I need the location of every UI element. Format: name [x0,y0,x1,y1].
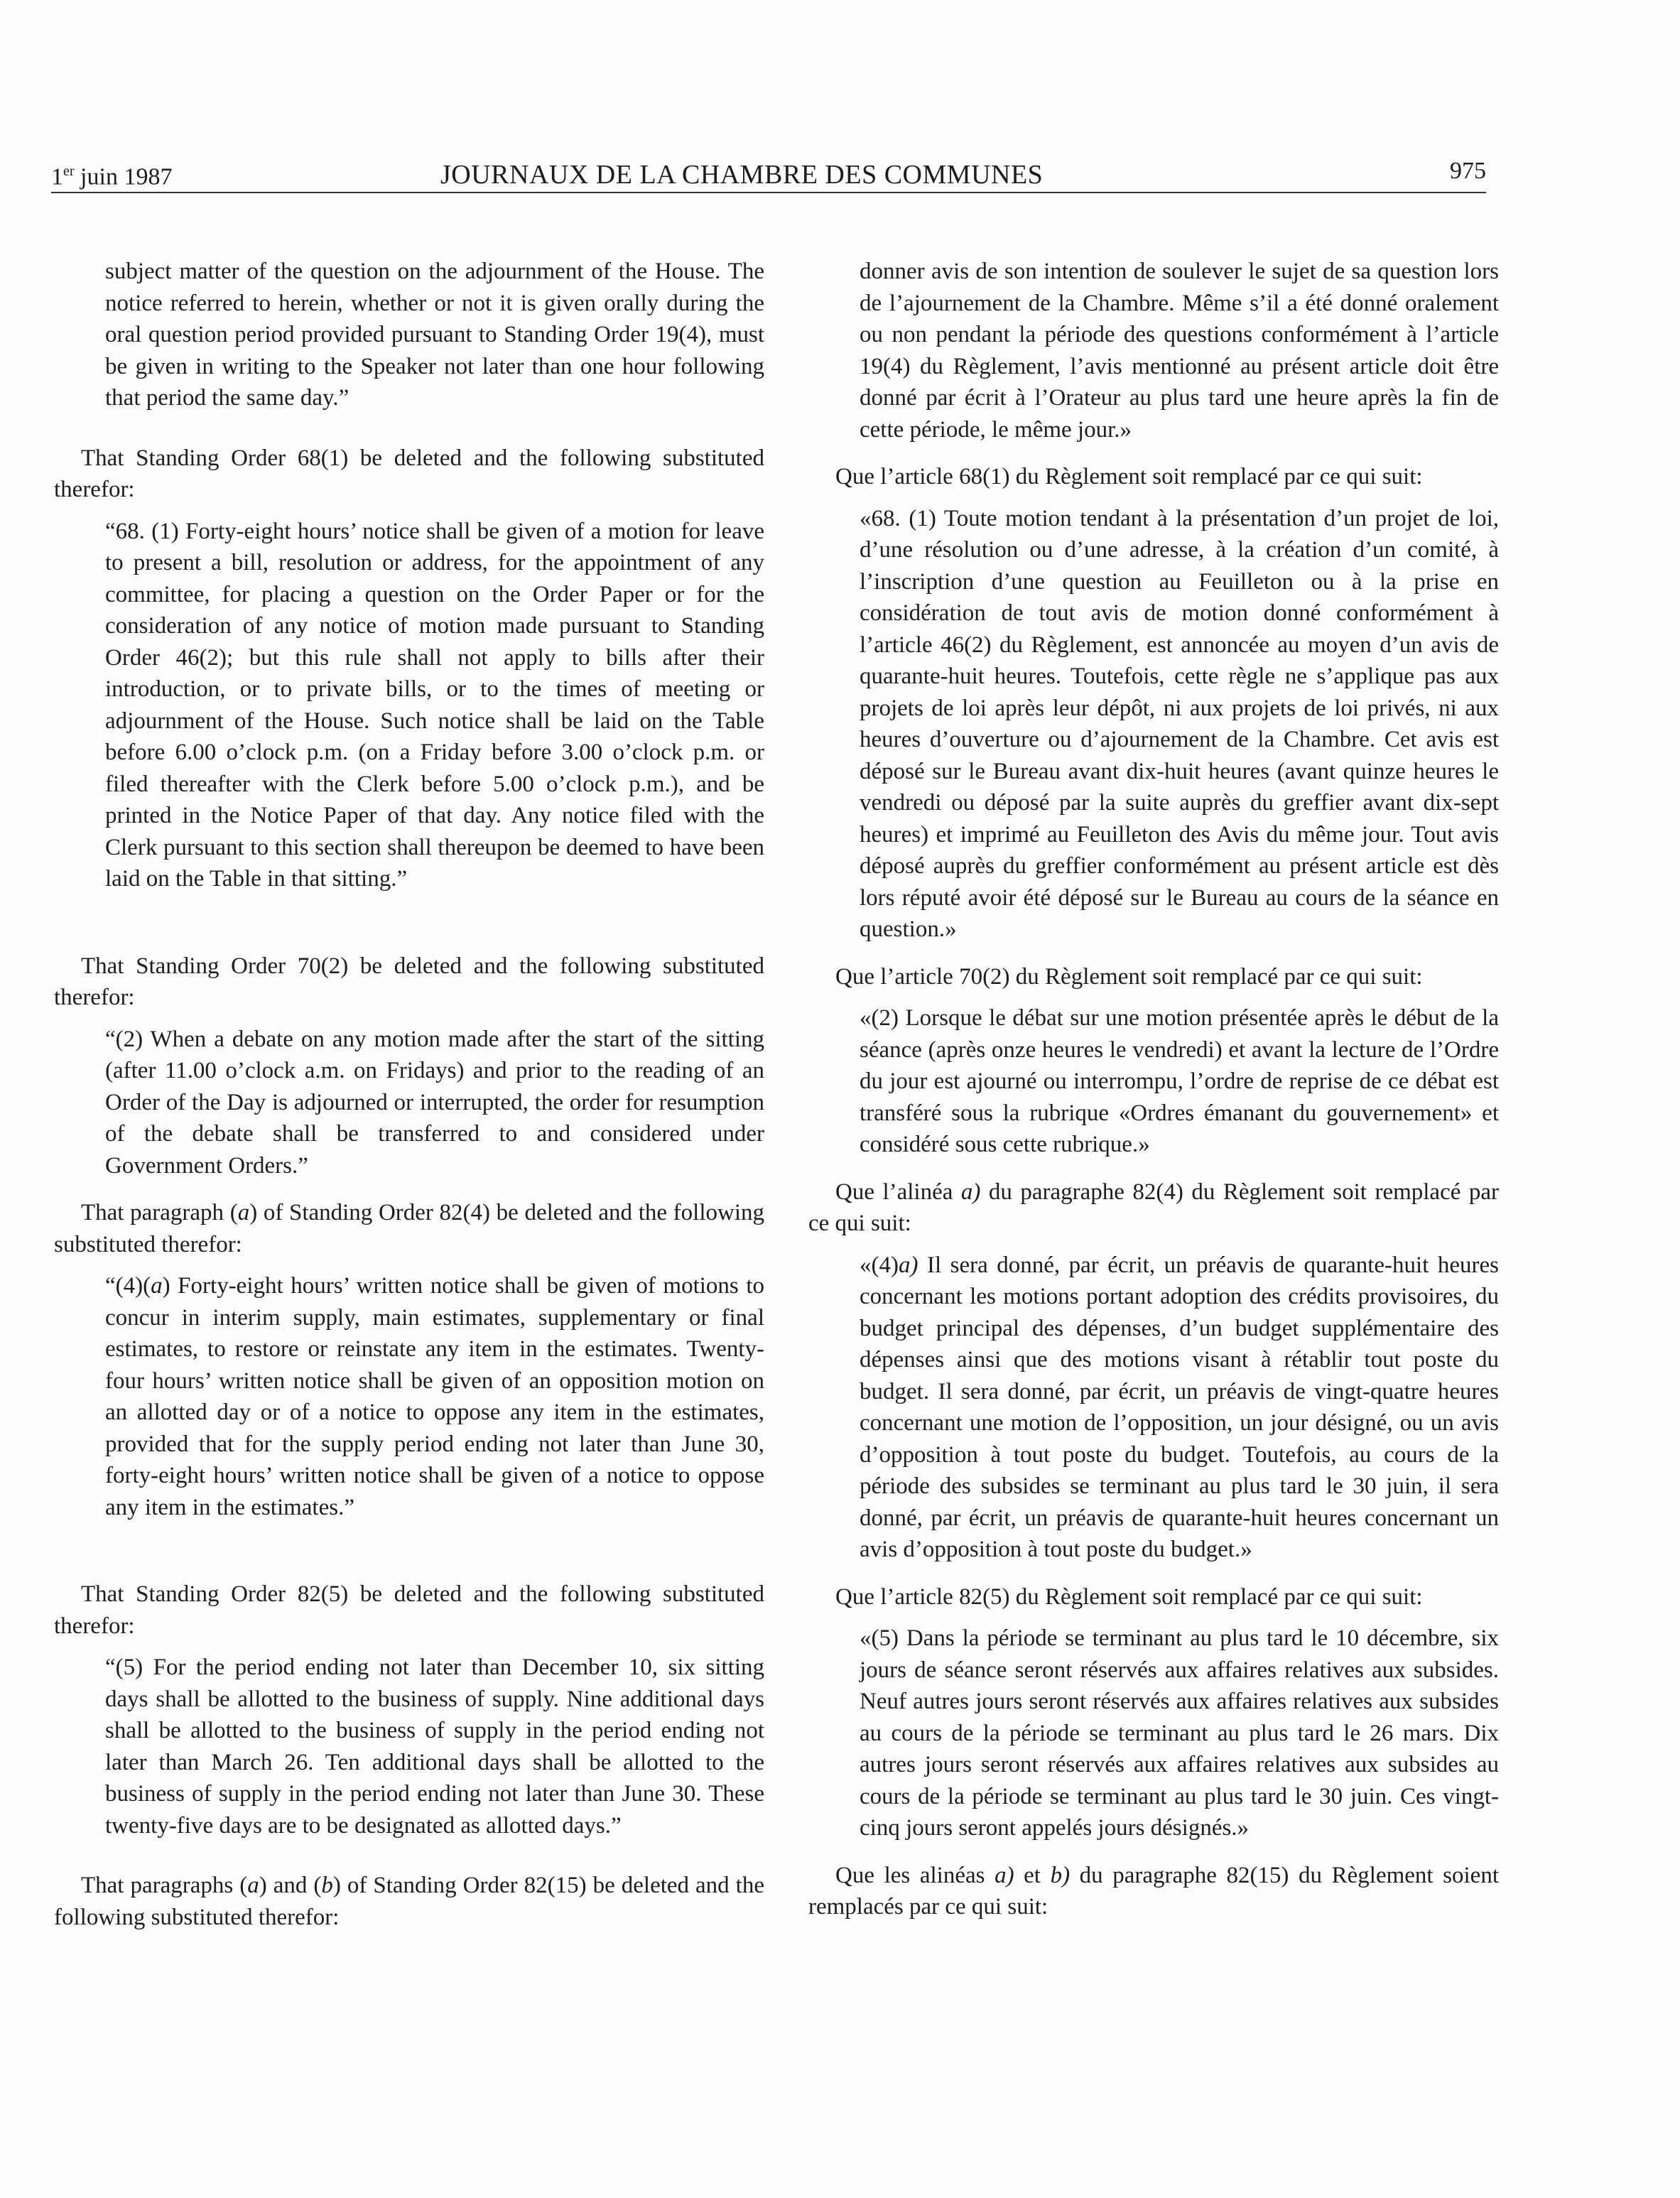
right-quote-82-5: «(5) Dans la période se terminant au plus tard le 10 décembre, six jours de séance seront réservés aux affaires relatives aux subsides. Neuf autres jours seront réservés aux affaires relatives aux subsides au cours de la période se terminant au plus tard le 26 mars. Dix autres jours seront réservés aux affaires relatives aux subsides au cours de la période se terminant au plus tard le 30 juin. Ces vingt-cinq jours seront appelés jours désignés.» [860,1625,1499,1841]
left-quote-70-2: “(2) When a debate on any motion made after the start of the sitting (after 11.00 o’clock a.m. on Fridays) and prior to the reading of an Order of the Day is adjourned or interrupted, the order for resumption of the debate shall be transferred to and considered under Government Orders.” [105,1026,764,1179]
left-quote-82-5: “(5) For the period ending not later than December 10, six sitting days shall be allotted to the business of supply. Nine additional days shall be allotted to the business of supply in the period ending not later than March 26. Ten additional days shall be allotted to the business of supply in the period ending not later than June 30. These twenty-five days are to be designated as allotted days.” [105,1655,764,1839]
header-date-superscript: er [63,163,75,179]
left-motion-82-4: That paragraph (a) of Standing Order 82(4) be deleted and the following substituted therefor: [54,1200,764,1257]
french-column [808,256,1499,1923]
left-motion-68-1: That Standing Order 68(1) be deleted and the following substituted therefor: [54,445,764,502]
header-date-rest: juin 1987 [74,163,173,190]
header-title: JOURNAUX DE LA CHAMBRE DES COMMUNES [440,160,1044,190]
left-quote-82-4: “(4)(a) Forty-eight hours’ written notice shall be given of motions to concur in interim supply, main estimates, supplementary or final estimates, to restore or reinstate any item in the estimates. Twenty-four hours’ written notice shall be given of an opposition motion on an allotted day or of a notice to oppose any item in the estimates, provided that for the supply period ending not later than June 30, forty-eight hours’ written notice shall be given of a notice to oppose any item in the estimates.” [105,1273,764,1520]
left-continuation-text: subject matter of the question on the adjournment of the House. The notice referred to herein, whether or not it is given orally during the oral question period provided pursuant to Standing Order 19(4), must be given in writing to the Speaker not later than one hour following that period the same day.” [105,259,764,411]
right-motion-68-1: Que l’article 68(1) du Règlement soit remplacé par ce qui suit: [835,464,1423,489]
left-motion-82-15: That paragraphs (a) and (b) of Standing Order 82(15) be deleted and the following substituted therefor: [54,1873,764,1930]
right-continuation-text: donner avis de son intention de soulever le sujet de sa question lors de l’ajournement de la Chambre. Même s’il a été donné oralement ou non pendant la période des questions conformément à l’article 19(4) du Règlement, l’avis mentionné au présent article doit être donné par écrit à l’Orateur au plus tard une heure après la fin de cette période, le même jour.» [860,259,1499,443]
right-motion-70-2: Que l’article 70(2) du Règlement soit remplacé par ce qui suit: [835,963,1423,990]
right-quote-82-4: «(4)a) Il sera donné, par écrit, un préavis de quarante-huit heures concernant les motions portant adoption des crédits provisoires, du budget principal des dépenses, d’un budget supplémentaire des dépenses ainsi que des motions visant à rétablir tout poste du budget. Il sera donné, par écrit, un préavis de vingt-quatre heures concernant une motion de l’opposition, un jour désigné, ou un avis d’opposition à tout poste du budget. Toutefois, au cours de la période des subsides se terminant au plus tard le 30 juin, il sera donné, par écrit, un préavis de quarante-huit heures concernant un avis d’opposition à tout poste du budget.» [860,1252,1499,1562]
right-motion-82-15: Que les alinéas a) et b) du paragraphe 82(15) du Règlement soient remplacés par ce qui suit: [808,1862,1499,1920]
right-motion-82-5: Que l’article 82(5) du Règlement soit remplacé par ce qui suit: [835,1583,1423,1610]
left-motion-82-5: That Standing Order 82(5) be deleted and the following substituted therefor: [54,1581,764,1639]
right-quote-70-2: «(2) Lorsque le débat sur une motion présentée après le début de la séance (après onze heures le vendredi) et avant la lecture de l’Ordre du jour est ajourné ou interrompu, l’ordre de reprise de ce débat est transféré sous la rubrique «Ordres émanant du gouvernement» et considéré sous cette rubrique.» [860,1005,1499,1157]
left-quote-68-1: “68. (1) Forty-eight hours’ notice shall be given of a motion for leave to present a bill, resolution or address, for the appointment of any committee, for placing a question on the Order Paper or for the consideration of any notice of motion made pursuant to Standing Order 46(2); but this rule shall not apply to bills after their introduction, or to private bills, or to the times of meeting or adjournment of the House. Such notice shall be laid on the Table before 6.00 o’clock p.m. (on a Friday before 3.00 o’clock p.m. or filed thereafter with the Clerk before 5.00 o’clock p.m.), and be printed in the Notice Paper of that day. Any notice filed with the Clerk pursuant to this section shall thereupon be deemed to have been laid on the Table in that sitting.” [105,518,764,892]
left-motion-70-2: That Standing Order 70(2) be deleted and the following substituted therefor: [54,953,764,1010]
right-quote-68-1: «68. (1) Toute motion tendant à la présentation d’un projet de loi, d’une résolution ou d’une adresse, à la création d’un comité, à l’inscription d’une question au Feuilleton ou à la prise en considération de tout avis de motion donné conformément à l’article 46(2) du Règlement, est annoncée au moyen d’un avis de quarante-huit heures. Toutefois, cette règle ne s’applique pas aux projets de loi après leur dépôt, ni aux projets de loi privés, ni aux heures d’ouverture ou d’ajournement de la Chambre. Cet avis est déposé sur le Bureau avant dix-huit heures (avant quinze heures le vendredi ou déposé par la suite auprès du greffier avant dix-sept heures) et imprimé au Feuilleton des Avis du même jour. Tout avis déposé auprès du greffier conformément au présent article est dès lors réputé avoir été déposé sur le Bureau au cours de la séance en question.» [860,505,1499,942]
header-date [51,163,172,190]
header-date-day: 1 [51,163,63,190]
page-number: 975 [1450,158,1486,184]
english-column [54,256,764,1933]
right-motion-82-4: Que l’alinéa a) du paragraphe 82(4) du Règlement soit remplacé par ce qui suit: [808,1179,1499,1236]
running-header [51,149,1486,193]
